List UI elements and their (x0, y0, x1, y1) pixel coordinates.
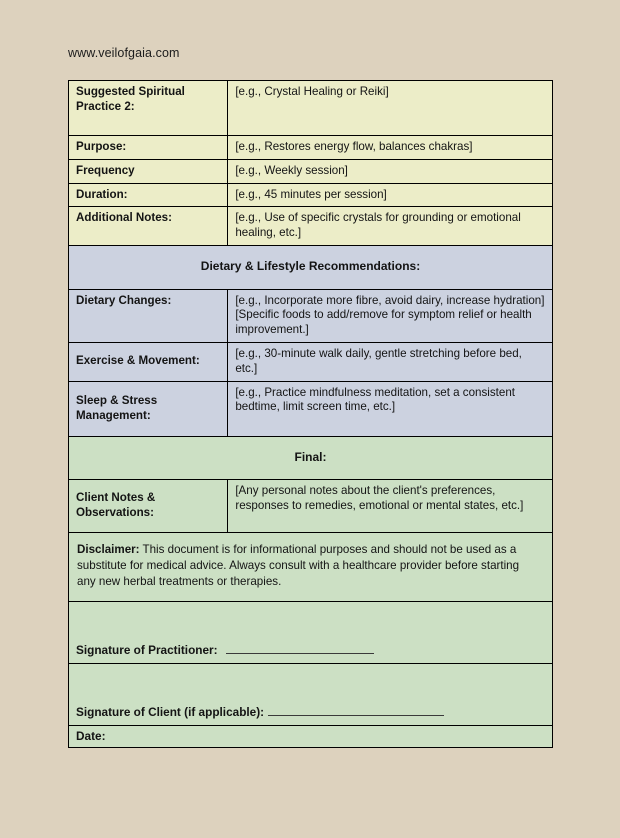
table-row-exercise-movement (69, 342, 553, 381)
table-row-purpose (69, 136, 553, 160)
date-label: Date: (76, 729, 106, 744)
value-dietary-changes-line-2: [Specific foods to add/remove for symptom relief or health improvement.] (235, 308, 532, 337)
table-row-duration (69, 183, 553, 207)
table-row-client-signature (69, 664, 553, 726)
value-additional-notes[interactable]: [e.g., Use of specific crystals for grounding or emotional healing, etc.] (228, 207, 553, 246)
label-dietary-changes: Dietary Changes: (69, 289, 228, 342)
signature-of-client-label: Signature of Client (if applicable): (76, 705, 265, 720)
date-field[interactable] (69, 726, 553, 748)
site-url-header: www.veilofgaia.com (68, 46, 180, 60)
holistic-plan-form-table (68, 80, 553, 748)
label-duration: Duration: (69, 183, 228, 207)
table-row-frequency (69, 159, 553, 183)
table-row-practitioner-signature (69, 602, 553, 664)
table-row-date (69, 726, 553, 748)
value-purpose[interactable]: [e.g., Restores energy flow, balances chakras] (228, 136, 553, 160)
label-suggested-spiritual-practice: Suggested Spiritual Practice 2: (69, 81, 228, 136)
signature-of-client-line[interactable] (268, 705, 444, 716)
table-row-sleep-stress-management (69, 381, 553, 436)
table-row-dietary-changes (69, 289, 553, 342)
signature-of-client-field[interactable] (69, 664, 553, 726)
value-suggested-spiritual-practice[interactable]: [e.g., Crystal Healing or Reiki] (228, 81, 553, 136)
table-row-client-notes (69, 480, 553, 533)
label-frequency: Frequency (69, 159, 228, 183)
value-frequency[interactable]: [e.g., Weekly session] (228, 159, 553, 183)
disclaimer-text (69, 533, 553, 602)
section-header-dietary-lifestyle: Dietary & Lifestyle Recommendations: (69, 246, 553, 289)
signature-of-practitioner-line[interactable] (226, 643, 374, 654)
value-dietary-changes-line-1: [e.g., Incorporate more fibre, avoid dairy, increase hydration] (235, 293, 545, 307)
disclaimer-lead-label: Disclaimer: (77, 543, 140, 556)
table-row-dietary-section-header (69, 246, 553, 289)
table-row-additional-notes (69, 207, 553, 246)
value-exercise-movement[interactable]: [e.g., 30-minute walk daily, gentle stretching before bed, etc.] (228, 342, 553, 381)
label-client-notes-observations: Client Notes & Observations: (69, 480, 228, 533)
disclaimer-body: This document is for informational purposes and should not be used as a substitute for medical advice. Always consult with a healthcare provider before starting any new herbal treatments or therapies. (77, 543, 520, 588)
label-purpose: Purpose: (69, 136, 228, 160)
value-sleep-stress-management[interactable]: [e.g., Practice mindfulness meditation, set a consistent bedtime, limit screen time, etc.] (228, 381, 553, 436)
signature-of-practitioner-field[interactable] (69, 602, 553, 664)
table-row-final-section-header (69, 436, 553, 479)
section-header-final: Final: (69, 436, 553, 479)
label-sleep-stress-management: Sleep & Stress Management: (69, 381, 228, 436)
label-additional-notes: Additional Notes: (69, 207, 228, 246)
signature-of-practitioner-label: Signature of Practitioner: (76, 643, 218, 658)
table-row-disclaimer (69, 533, 553, 602)
table-row-spiritual-practice (69, 81, 553, 136)
label-exercise-movement: Exercise & Movement: (69, 342, 228, 381)
value-dietary-changes[interactable] (228, 289, 553, 342)
value-client-notes-observations[interactable]: [Any personal notes about the client's preferences, responses to remedies, emotional or mental states, etc.] (228, 480, 553, 533)
value-duration[interactable]: [e.g., 45 minutes per session] (228, 183, 553, 207)
